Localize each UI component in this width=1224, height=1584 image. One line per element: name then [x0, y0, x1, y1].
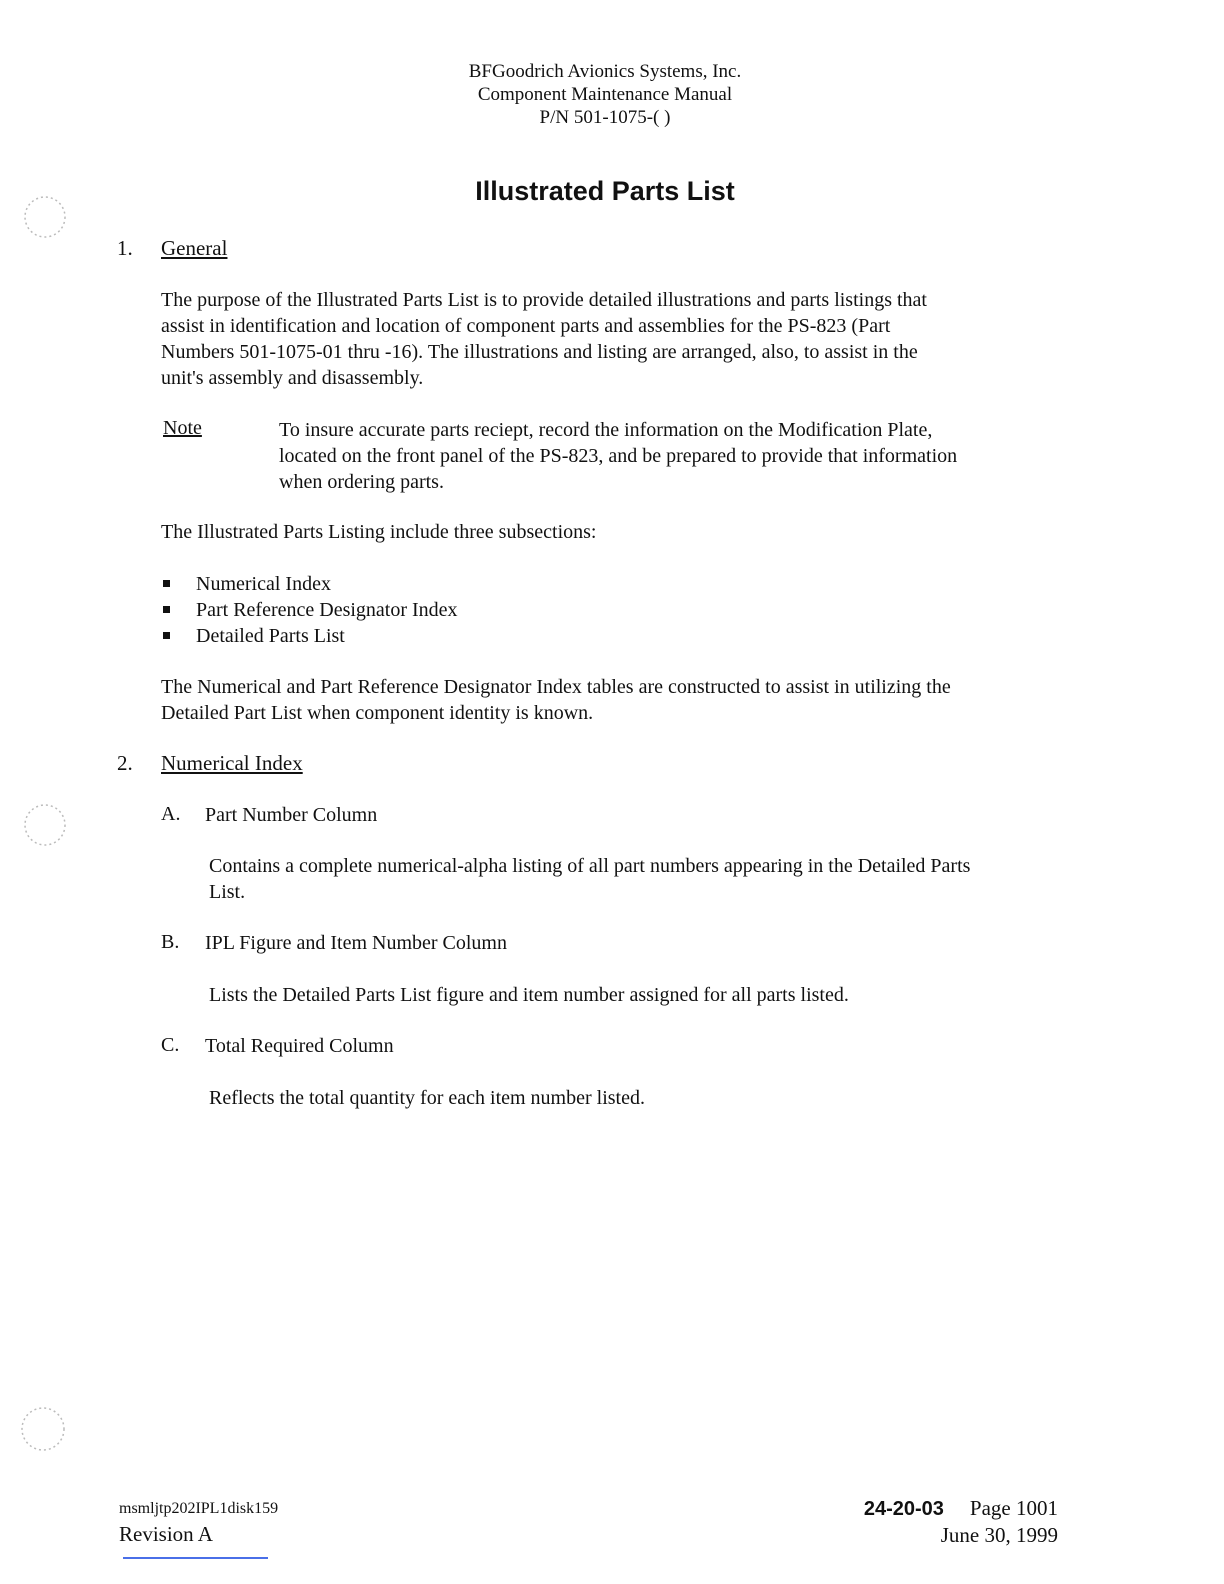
list-item: Numerical Index [163, 571, 458, 597]
item-b-letter: B. [161, 931, 180, 953]
paragraph-line: The Numerical and Part Reference Designator Index tables are constructed to assist in utilizing the [161, 676, 951, 698]
part-number: P/N 501-1075-( ) [539, 107, 671, 128]
list-item: Detailed Parts List [163, 623, 458, 649]
bullet-icon [163, 580, 170, 587]
item-c-heading: Total Required Column [205, 1035, 394, 1057]
doc-code: 24-20-03 [863, 1498, 944, 1520]
note-line: To insure accurate parts reciept, record the information on the Modification Plate, [279, 419, 933, 441]
punch-hole-bottom [16, 1402, 70, 1456]
footer-right [864, 1496, 1058, 1548]
note-text [279, 417, 957, 495]
item-c-letter: C. [161, 1034, 180, 1056]
manual-name: Component Maintenance Manual [477, 84, 733, 105]
paragraph-line: The purpose of the Illustrated Parts List is to provide detailed illustrations and parts listings that [161, 289, 927, 311]
page-title: Illustrated Parts List [475, 176, 735, 206]
section-2-heading: Numerical Index [161, 751, 303, 775]
paragraph-line: unit's assembly and disassembly. [161, 367, 424, 389]
page-number: Page 1001 [969, 1496, 1058, 1520]
note-line: when ordering parts. [279, 471, 444, 493]
paragraph-line: Lists the Detailed Parts List figure and item number assigned for all parts listed. [209, 984, 849, 1006]
note-line: located on the front panel of the PS-823, and be prepared to provide that information [279, 445, 958, 467]
subsections-intro: The Illustrated Parts Listing include three subsections: [161, 521, 597, 543]
footer-rule [123, 1557, 268, 1559]
paragraph-line: List. [209, 881, 246, 903]
item-a-letter: A. [161, 803, 181, 825]
item-a-heading: Part Number Column [205, 804, 378, 826]
item-b-heading: IPL Figure and Item Number Column [205, 932, 507, 954]
note-label: Note [163, 417, 202, 439]
document-header [0, 60, 1210, 129]
list-item: Part Reference Designator Index [163, 597, 458, 623]
paragraph-line: Contains a complete numerical-alpha listing of all part numbers appearing in the Detailed Parts [209, 855, 971, 877]
bullet-icon [163, 606, 170, 613]
company-name: BFGoodrich Avionics Systems, Inc. [468, 61, 742, 82]
paragraph-line: Reflects the total quantity for each item number listed. [209, 1087, 645, 1109]
item-c-text [209, 1085, 645, 1111]
punch-hole-middle [20, 800, 70, 850]
item-b-text [209, 982, 849, 1008]
revision: Revision A [119, 1522, 213, 1546]
bullet-icon [163, 632, 170, 639]
section-2-number: 2. [117, 751, 133, 775]
revision-date: June 30, 1999 [940, 1523, 1058, 1547]
section-1-paragraph-1 [161, 287, 927, 391]
section-1-heading: General [161, 236, 228, 260]
section-1-paragraph-2 [161, 674, 951, 726]
paragraph-line: Numbers 501-1075-01 thru -16). The illustrations and listing are arranged, also, to assist in the [161, 341, 918, 363]
paragraph-line: assist in identification and location of component parts and assemblies for the PS-823 (Part [161, 315, 891, 337]
file-id: msmljtp202IPL1disk159 [119, 1500, 279, 1517]
item-a-text [209, 853, 970, 905]
section-1-number: 1. [117, 236, 133, 260]
subsection-list [163, 571, 458, 649]
footer-left [119, 1500, 278, 1547]
paragraph-line: Detailed Part List when component identity is known. [161, 702, 594, 724]
